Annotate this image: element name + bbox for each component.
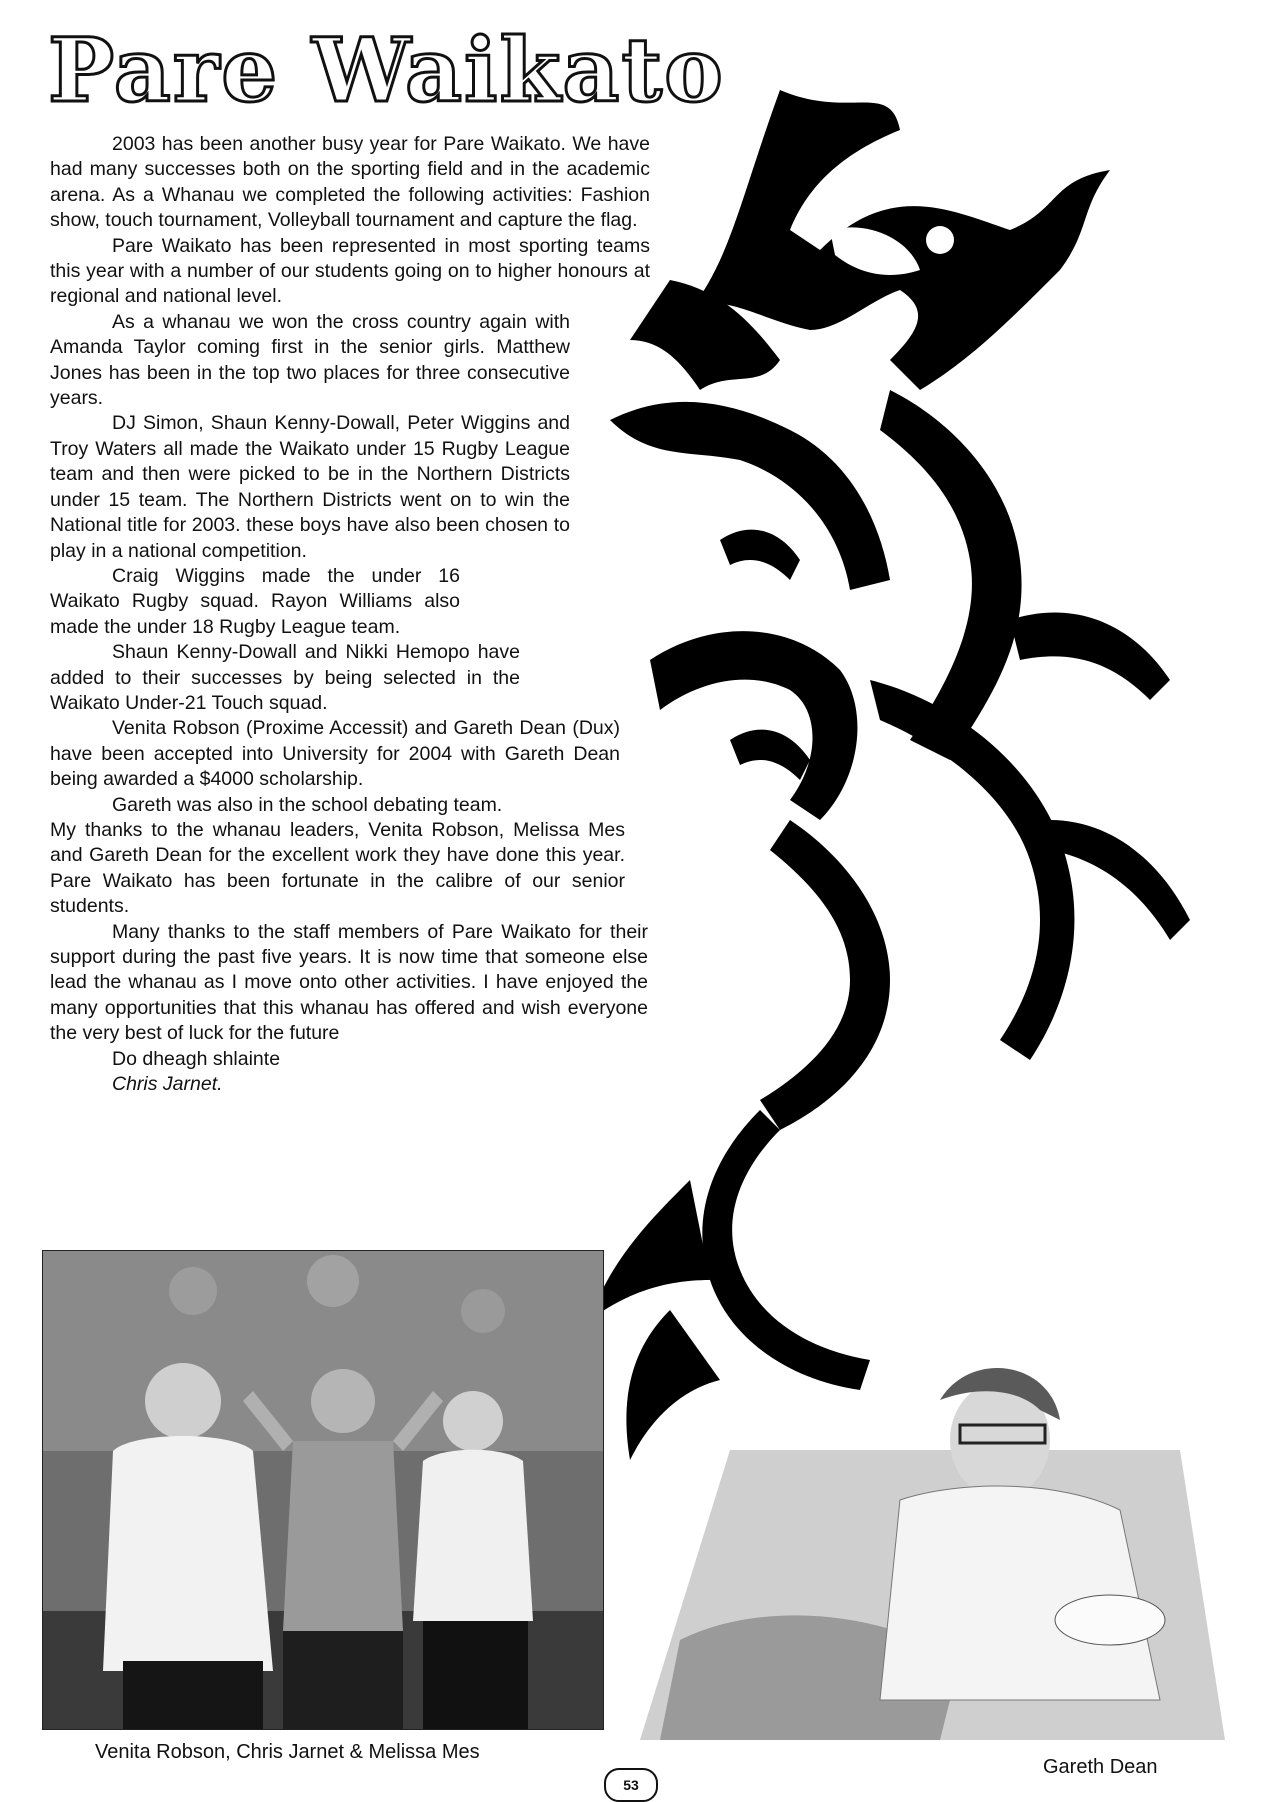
tribal-dragon-icon [590, 60, 1250, 1520]
page-title: Pare Waikato [48, 18, 725, 122]
group-photo-caption: Venita Robson, Chris Jarnet & Melissa Mes [95, 1741, 480, 1763]
paragraph-5: Craig Wiggins made the under 16 Waikato Rugby squad. Rayon Williams also made the under 18 Rugby League team. [50, 564, 460, 638]
portrait-photo-caption: Gareth Dean [1043, 1756, 1158, 1778]
paragraph-7: Venita Robson (Proxime Accessit) and Gareth Dean (Dux) have been accepted into University for 2004 with Gareth Dean being awarded a $4000 scholarship. [50, 717, 620, 791]
paragraph-10: Many thanks to the staff members of Pare Waikato for their support during the past five years. It is now time that someone else lead the whanau as I move onto other activities. I have enjoyed the many opportunities that this whanau has offered and wish everyone the very best of luck for the future [50, 920, 648, 1045]
paragraph-8: Gareth was also in the school debating team. [112, 793, 503, 816]
paragraph-6: Shaun Kenny-Dowall and Nikki Hemopo have added to their successes by being selected in the Waikato Under-21 Touch squad. [50, 641, 520, 714]
portrait-photo [640, 1340, 1225, 1740]
paragraph-9: My thanks to the whanau leaders, Venita Robson, Melissa Mes and Gareth Dean for the excellent work they have done this year. Pare Waikato has been fortunate in the calibre of our senior students. [50, 818, 625, 918]
paragraph-2: Pare Waikato has been represented in most sporting teams this year with a number of our students going on to higher honours at regional and national level. [50, 234, 650, 308]
paragraph-4: DJ Simon, Shaun Kenny-Dowall, Peter Wiggins and Troy Waters all made the Waikato under 15 Rugby League team and then were picked to be in the Northern Districts under 15 team. The Northern Districts went on to win the National title for 2003. these boys have also been chosen to play in a national competition. [50, 412, 570, 562]
signoff [112, 1047, 650, 1098]
signoff-name: Chris Jarnet. [112, 1073, 223, 1096]
paragraph-1: 2003 has been another busy year for Pare Waikato. We have had many successes both on the sporting field and in the academic arena. As a Whanau we completed the following activities: Fashion show, touch tournament, Volleyball tournament and capture the flag. [50, 133, 650, 232]
page-number: 53 [604, 1768, 658, 1802]
article-body [50, 132, 650, 1097]
group-photo [42, 1250, 604, 1730]
signoff-greeting: Do dheagh shlainte [112, 1047, 281, 1070]
paragraph-3: As a whanau we won the cross country again with Amanda Taylor coming first in the senior girls. Matthew Jones has been in the top two places for three consecutive years. [50, 310, 570, 410]
